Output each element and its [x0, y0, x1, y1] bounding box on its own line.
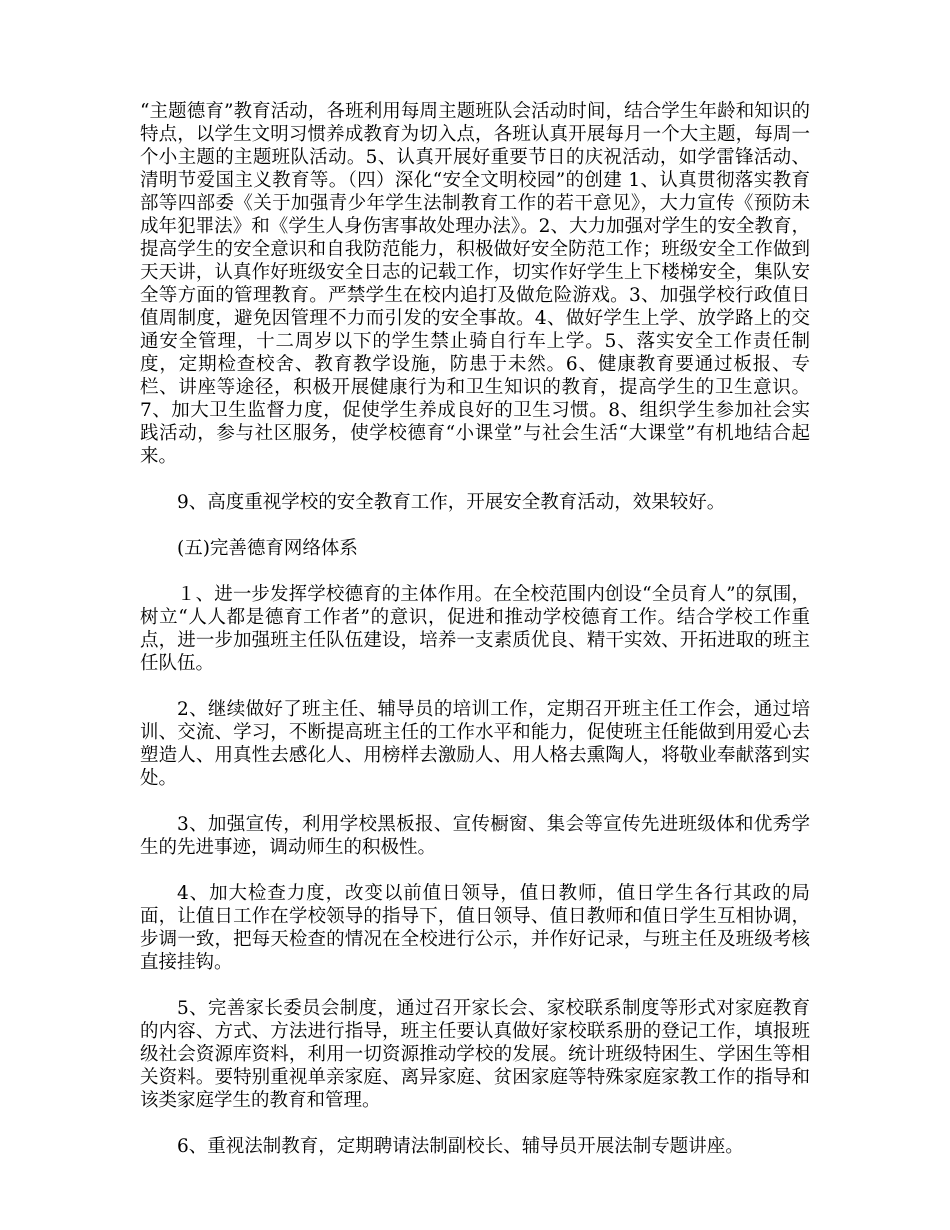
paragraph-theme-moral-education: “主题德育”教育活动，各班利用每周主题班队会活动时间，结合学生年龄和知识的特点，以学生文明习惯养成教育为切入点，各班认真开展每月一个大主题，每周一个小主题的主题班队活动。5、认真开展好重要节日的庆祝活动，如学雷锋活动、清明节爱国主义教育等。（四）深化“安全文明校园”的创建 1、认真贯彻落实教育部等四部委《关于加强青少年学生法制教育工作的若干意见》，大力宣传《预防未成年犯罪法》和《学生人身伤害事故处理办法》。2、大力加强对学生的安全教育，提高学生的安全意识和自我防范能力，积极做好安全防范工作；班级安全工作做到天天讲，认真作好班级安全日志的记载工作，切实作好学生上下楼梯安全，集队安全等方面的管理教育。严禁学生在校内追打及做危险游戏。3、加强学校行政值日值周制度，避免因管理不力而引发的安全事故。4、做好学生上学、放学路上的交通安全管理，十二周岁以下的学生禁止骑自行车上学。5、落实安全工作责任制度，定期检查校舍、教育教学设施，防患于未然。6、健康教育要通过板报、专栏、讲座等途径，积极开展健康行为和卫生知识的教育，提高学生的卫生意识。7、加大卫生监督力度，促使学生养成良好的卫生习惯。8、组织学生参加社会实践活动，参与社区服务，使学校德育“小课堂”与社会生活“大课堂”有机地结合起来。 [140, 101, 810, 467]
paragraph-item-3: 3、加强宣传，利用学校黑板报、宣传橱窗、集会等宣传先进班级体和优秀学生的先进事迹，调动师生的积极性。 [140, 814, 810, 858]
paragraph-item-1: １、进一步发挥学校德育的主体作用。在全校范围内创设“全员育人”的氛围，树立“人人都是德育工作者”的意识，促进和推动学校德育工作。结合学校工作重点，进一步加强班主任队伍建设，培养一支素质优良、精干实效、开拓进取的班主任队伍。 [140, 584, 810, 674]
section-heading-moral-network: (五)完善德育网络体系 [177, 538, 358, 559]
paragraph-item-6: 6、重视法制教育，定期聘请法制副校长、辅导员开展法制专题讲座。 [177, 1136, 744, 1157]
paragraph-safety-education: 9、高度重视学校的安全教育工作，开展安全教育活动，效果较好。 [177, 492, 726, 513]
paragraph-item-2: 2、继续做好了班主任、辅导员的培训工作，定期召开班主任工作会，通过培训、交流、学习，不断提高班主任的工作水平和能力，促使班主任能做到用爱心去塑造人、用真性去感化人、用榜样去激励人、用人格去熏陶人，将敬业奉献落到实处。 [140, 699, 810, 789]
paragraph-item-4: 4、加大检查力度，改变以前值日领导，值日教师，值日学生各行其政的局面，让值日工作在学校领导的指导下，值日领导、值日教师和值日学生互相协调，步调一致，把每天检查的情况在全校进行公示，并作好记录，与班主任及班级考核直接挂钩。 [140, 883, 810, 973]
paragraph-item-5: 5、完善家长委员会制度，通过召开家长会、家校联系制度等形式对家庭教育的内容、方式、方法进行指导，班主任要认真做好家校联系册的登记工作，填报班级社会资源库资料，利用一切资源推动学校的发展。统计班级特困生、学困生等相关资料。要特别重视单亲家庭、离异家庭、贫困家庭等特殊家庭家教工作的指导和该类家庭学生的教育和管理。 [140, 998, 810, 1111]
